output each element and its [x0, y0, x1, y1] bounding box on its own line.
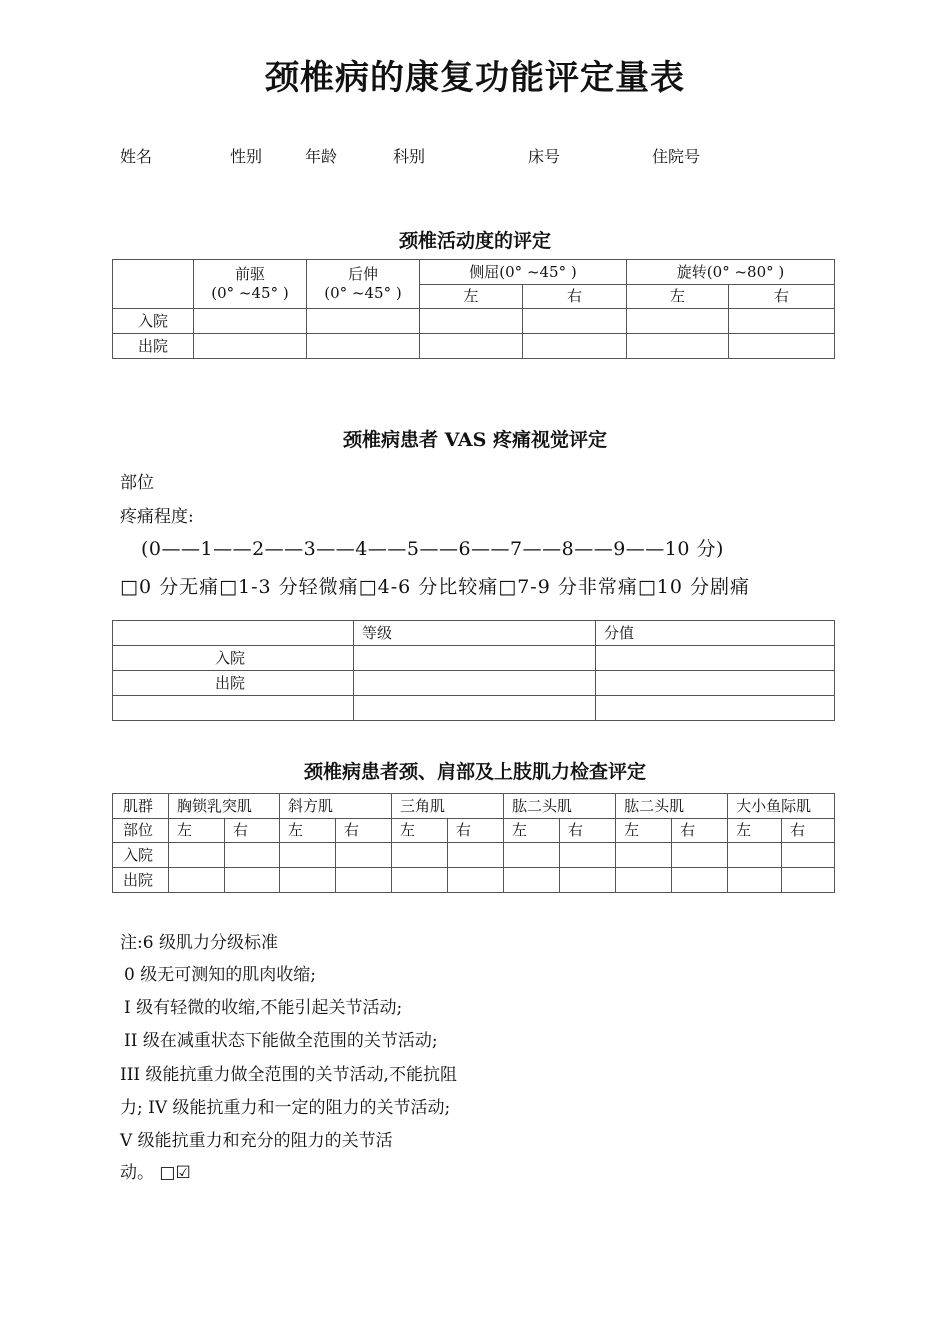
department-label: 科别 — [393, 147, 426, 166]
muscle-left: 左 — [504, 819, 560, 843]
vas-heading: 颈椎病患者 VAS 疼痛视觉评定 — [343, 429, 607, 451]
bed-label: 床号 — [528, 147, 561, 166]
muscle-cell[interactable] — [504, 868, 560, 893]
rom-cell[interactable] — [420, 309, 523, 334]
note-line: II 级在减重状态下能做全范围的关节活动; — [124, 1031, 438, 1051]
vas-cell[interactable] — [354, 696, 596, 721]
muscle-group-label: 肌群 — [113, 794, 169, 819]
muscle-row-label: 出院 — [113, 868, 169, 893]
vas-options: □0 分无痛□1-3 分轻微痛□4-6 分比较痛□7-9 分非常痛□10 分剧痛 — [120, 576, 751, 598]
muscle-cell[interactable] — [336, 843, 392, 868]
rom-lateral-header: 侧屈(0° ~45° ) — [420, 260, 627, 285]
muscle-cell[interactable] — [782, 843, 835, 868]
rom-cell[interactable] — [627, 334, 729, 359]
muscle-cell[interactable] — [560, 868, 616, 893]
rom-cell[interactable] — [194, 309, 307, 334]
muscle-cell[interactable] — [448, 868, 504, 893]
vas-cell[interactable] — [354, 646, 596, 671]
gender-label: 性别 — [230, 147, 263, 166]
note-line: V 级能抗重力和充分的阻力的关节活 — [120, 1131, 393, 1151]
muscle-left: 左 — [728, 819, 782, 843]
muscle-right: 右 — [225, 819, 280, 843]
muscle-cell[interactable] — [672, 843, 728, 868]
rom-cell[interactable] — [523, 309, 627, 334]
vas-grade-header: 等级 — [354, 621, 596, 646]
vas-table — [112, 620, 835, 721]
rom-cell[interactable] — [627, 309, 729, 334]
vas-score-header: 分值 — [596, 621, 835, 646]
muscle-cell[interactable] — [560, 843, 616, 868]
rom-cell[interactable] — [729, 309, 835, 334]
muscle-group-header: 三角肌 — [392, 794, 504, 819]
rom-cell[interactable] — [729, 334, 835, 359]
muscle-heading: 颈椎病患者颈、肩部及上肢肌力检查评定 — [303, 761, 646, 783]
vas-cell[interactable] — [596, 671, 835, 696]
muscle-cell[interactable] — [728, 843, 782, 868]
muscle-right: 右 — [560, 819, 616, 843]
muscle-group-header: 斜方肌 — [280, 794, 392, 819]
muscle-group-header: 肱二头肌 — [504, 794, 616, 819]
vas-cell[interactable] — [596, 646, 835, 671]
muscle-group-header: 大小鱼际肌 — [728, 794, 835, 819]
muscle-right: 右 — [672, 819, 728, 843]
muscle-group-header: 肱二头肌 — [616, 794, 728, 819]
muscle-cell[interactable] — [672, 868, 728, 893]
muscle-cell[interactable] — [392, 843, 448, 868]
rom-lateral-right: 右 — [523, 285, 627, 309]
muscle-cell[interactable] — [616, 843, 672, 868]
rom-rotation-right: 右 — [729, 285, 835, 309]
muscle-left: 左 — [392, 819, 448, 843]
muscle-left: 左 — [616, 819, 672, 843]
muscle-site-label: 部位 — [113, 819, 169, 843]
rom-rotation-header: 旋转(0° ~80° ) — [627, 260, 835, 285]
muscle-cell[interactable] — [280, 868, 336, 893]
vas-cell[interactable] — [596, 696, 835, 721]
muscle-cell[interactable] — [169, 843, 225, 868]
muscle-cell[interactable] — [225, 843, 280, 868]
muscle-cell[interactable] — [225, 868, 280, 893]
muscle-cell[interactable] — [782, 868, 835, 893]
age-label: 年龄 — [305, 147, 338, 166]
rom-corner-cell — [113, 260, 194, 309]
rom-flexion-header: 前驱 (0° ~45° ) — [194, 260, 307, 309]
note-line: 动。 □☑ — [120, 1163, 191, 1183]
vas-scale: (0——1——2——3——4——5——6——7——8——9——10 分) — [141, 538, 724, 560]
muscle-cell[interactable] — [280, 843, 336, 868]
rom-cell[interactable] — [523, 334, 627, 359]
rom-extension-header: 后伸 (0° ~45° ) — [307, 260, 420, 309]
vas-row-label — [113, 696, 354, 721]
muscle-right: 右 — [336, 819, 392, 843]
rom-row-label: 入院 — [113, 309, 194, 334]
note-line: 注:6 级肌力分级标准 — [120, 933, 278, 953]
vas-cell[interactable] — [354, 671, 596, 696]
vas-degree-label: 疼痛程度: — [120, 507, 194, 527]
rom-row-label: 出院 — [113, 334, 194, 359]
muscle-left: 左 — [169, 819, 225, 843]
rom-cell[interactable] — [420, 334, 523, 359]
note-line: 0 级无可测知的肌肉收缩; — [124, 965, 316, 985]
vas-row-label: 出院 — [113, 671, 354, 696]
vas-row-label: 入院 — [113, 646, 354, 671]
rom-table — [112, 259, 835, 359]
muscle-row-label: 入院 — [113, 843, 169, 868]
vas-corner-cell — [113, 621, 354, 646]
muscle-cell[interactable] — [504, 843, 560, 868]
muscle-cell[interactable] — [728, 868, 782, 893]
muscle-right: 右 — [782, 819, 835, 843]
note-line: III 级能抗重力做全范围的关节活动,不能抗阻 — [120, 1065, 457, 1085]
muscle-cell[interactable] — [169, 868, 225, 893]
muscle-right: 右 — [448, 819, 504, 843]
muscle-table — [112, 793, 835, 893]
muscle-left: 左 — [280, 819, 336, 843]
muscle-cell[interactable] — [336, 868, 392, 893]
vas-site-label: 部位 — [120, 473, 154, 493]
rom-rotation-left: 左 — [627, 285, 729, 309]
rom-heading: 颈椎活动度的评定 — [398, 230, 551, 252]
rom-cell[interactable] — [194, 334, 307, 359]
rom-lateral-left: 左 — [420, 285, 523, 309]
rom-cell[interactable] — [307, 334, 420, 359]
rom-cell[interactable] — [307, 309, 420, 334]
muscle-cell[interactable] — [392, 868, 448, 893]
muscle-cell[interactable] — [616, 868, 672, 893]
note-line: I 级有轻微的收缩,不能引起关节活动; — [124, 998, 403, 1018]
note-line: 力; IV 级能抗重力和一定的阻力的关节活动; — [120, 1098, 451, 1118]
muscle-group-header: 胸锁乳突肌 — [169, 794, 280, 819]
name-label: 姓名 — [120, 147, 153, 166]
admission-no-label: 住院号 — [652, 147, 701, 166]
page-title: 颈椎病的康复功能评定量表 — [265, 58, 685, 98]
muscle-cell[interactable] — [448, 843, 504, 868]
